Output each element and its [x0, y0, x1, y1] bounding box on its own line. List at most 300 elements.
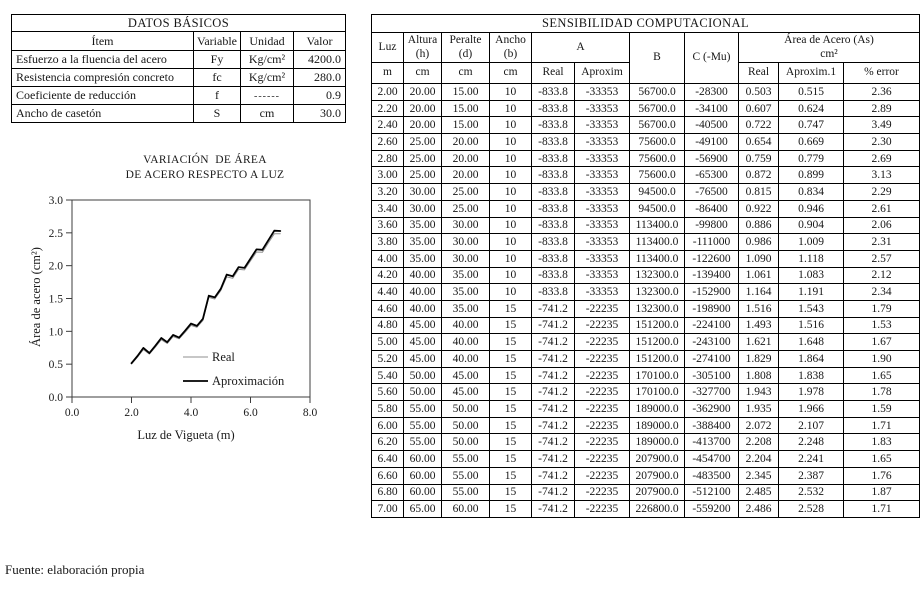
- table-cell: 10: [490, 150, 532, 167]
- table-cell: -741.2: [532, 484, 575, 501]
- table-cell: -22235: [575, 467, 630, 484]
- table-cell: 60.00: [404, 484, 442, 501]
- table-cell: 40.00: [442, 351, 490, 368]
- chart-title-line2: DE ACERO RESPECTO A LUZ: [125, 169, 285, 181]
- table-cell: 1.76: [844, 467, 920, 484]
- sensibilidad-body: [372, 84, 920, 518]
- y-tick-label: 3.0: [48, 195, 63, 207]
- table-cell: -22235: [575, 451, 630, 468]
- x-tick-label: 6.0: [243, 407, 258, 419]
- table-cell: 2.485: [739, 484, 779, 501]
- table-cell: 132300.0: [630, 300, 685, 317]
- table-cell: 2.30: [844, 134, 920, 151]
- table-cell: 3.13: [844, 167, 920, 184]
- table-cell: Resistencia compresión concreto: [12, 69, 194, 87]
- table-row: [12, 51, 346, 69]
- table-cell: 35.00: [442, 267, 490, 284]
- table-cell: 35.00: [404, 234, 442, 251]
- unit-cm-3: cm: [490, 63, 532, 84]
- table-cell: 45.00: [442, 384, 490, 401]
- table-cell: 3.20: [372, 184, 404, 201]
- table-cell: -22235: [575, 300, 630, 317]
- table-cell: 3.80: [372, 234, 404, 251]
- table-cell: 2.204: [739, 451, 779, 468]
- table-cell: 10: [490, 250, 532, 267]
- table-cell: 15: [490, 501, 532, 518]
- table-cell: 40.00: [404, 267, 442, 284]
- table-row: [372, 384, 920, 401]
- table-cell: 2.486: [739, 501, 779, 518]
- source-note: Fuente: elaboración propia: [5, 562, 145, 577]
- table-cell: 20.00: [404, 117, 442, 134]
- table-cell: 30.0: [294, 105, 346, 123]
- table-cell: -833.8: [532, 267, 575, 284]
- table-cell: -22235: [575, 417, 630, 434]
- table-cell: 132300.0: [630, 284, 685, 301]
- table-cell: 35.00: [404, 217, 442, 234]
- table-cell: -362900: [685, 401, 739, 418]
- table-cell: -33353: [575, 84, 630, 101]
- table-cell: -22235: [575, 484, 630, 501]
- table-cell: 45.00: [404, 334, 442, 351]
- table-cell: 56700.0: [630, 84, 685, 101]
- table-cell: 30.00: [442, 250, 490, 267]
- table-cell: Coeficiente de reducción: [12, 87, 194, 105]
- table-cell: 15: [490, 334, 532, 351]
- table-cell: 151200.0: [630, 334, 685, 351]
- table-cell: 170100.0: [630, 367, 685, 384]
- table-cell: 0.624: [779, 100, 844, 117]
- table-row: [372, 200, 920, 217]
- table-cell: 189000.0: [630, 434, 685, 451]
- table-cell: -22235: [575, 334, 630, 351]
- col-header-altura: Altura (h): [404, 33, 442, 63]
- table-cell: 0.654: [739, 134, 779, 151]
- table-row: [372, 451, 920, 468]
- col-header-variable: Variable: [194, 32, 241, 51]
- table-cell: 30.00: [442, 217, 490, 234]
- table-cell: 1.943: [739, 384, 779, 401]
- table-row: [372, 334, 920, 351]
- table-cell: 15: [490, 434, 532, 451]
- table-cell: 10: [490, 167, 532, 184]
- table-cell: -34100: [685, 100, 739, 117]
- table-cell: 2.208: [739, 434, 779, 451]
- table-cell: 1.808: [739, 367, 779, 384]
- table-cell: 94500.0: [630, 200, 685, 217]
- table-cell: 56700.0: [630, 100, 685, 117]
- table-row: [372, 117, 920, 134]
- table-cell: -741.2: [532, 451, 575, 468]
- datos-basicos-header-row: [12, 32, 346, 51]
- table-row: [372, 417, 920, 434]
- table-cell: 20.00: [404, 84, 442, 101]
- x-axis-label: Luz de Vigueta (m): [137, 428, 235, 442]
- col-header-area-acero: Área de Acero (As) cm²: [739, 33, 920, 63]
- y-tick-label: 2.0: [48, 260, 63, 273]
- table-cell: -22235: [575, 434, 630, 451]
- table-cell: 0.759: [739, 150, 779, 167]
- sensibilidad-header-row-1: [372, 33, 920, 63]
- table-cell: -40500: [685, 117, 739, 134]
- table-row: [12, 87, 346, 105]
- table-cell: 6.00: [372, 417, 404, 434]
- table-cell: -86400: [685, 200, 739, 217]
- table-cell: 10: [490, 117, 532, 134]
- table-cell: 15.00: [442, 84, 490, 101]
- datos-basicos-body: [12, 51, 346, 123]
- table-cell: 151200.0: [630, 317, 685, 334]
- table-cell: 0.946: [779, 200, 844, 217]
- table-cell: 1.090: [739, 250, 779, 267]
- table-row: [372, 184, 920, 201]
- table-cell: 1.59: [844, 401, 920, 418]
- table-cell: 40.00: [442, 334, 490, 351]
- table-cell: 2.36: [844, 84, 920, 101]
- table-cell: -33353: [575, 100, 630, 117]
- table-cell: 5.60: [372, 384, 404, 401]
- table-cell: 10: [490, 100, 532, 117]
- table-cell: 15: [490, 317, 532, 334]
- table-cell: 20.00: [442, 150, 490, 167]
- table-cell: 2.80: [372, 150, 404, 167]
- table-cell: 0.669: [779, 134, 844, 151]
- col-header-c-mu: C (-Mu): [685, 33, 739, 84]
- table-cell: 2.241: [779, 451, 844, 468]
- table-cell: 15: [490, 451, 532, 468]
- table-cell: 15: [490, 401, 532, 418]
- table-cell: 1.79: [844, 300, 920, 317]
- table-cell: -22235: [575, 367, 630, 384]
- table-cell: 0.904: [779, 217, 844, 234]
- table-cell: 1.71: [844, 501, 920, 518]
- table-cell: 5.40: [372, 367, 404, 384]
- table-cell: 113400.0: [630, 250, 685, 267]
- table-cell: Kg/cm²: [241, 51, 294, 69]
- table-cell: 2.20: [372, 100, 404, 117]
- table-cell: ------: [241, 87, 294, 105]
- table-cell: 5.80: [372, 401, 404, 418]
- table-cell: -454700: [685, 451, 739, 468]
- table-cell: 1.978: [779, 384, 844, 401]
- table-cell: Esfuerzo a la fluencia del acero: [12, 51, 194, 69]
- table-cell: 2.345: [739, 467, 779, 484]
- area-steel-chart: [18, 142, 358, 472]
- y-tick-label: 0.0: [48, 392, 63, 404]
- unit-m: m: [372, 63, 404, 84]
- table-cell: 60.00: [404, 451, 442, 468]
- table-cell: 1.829: [739, 351, 779, 368]
- table-cell: 10: [490, 217, 532, 234]
- table-cell: -139400: [685, 267, 739, 284]
- table-cell: -22235: [575, 501, 630, 518]
- table-cell: 207900.0: [630, 451, 685, 468]
- table-cell: 189000.0: [630, 401, 685, 418]
- table-cell: -22235: [575, 351, 630, 368]
- table-cell: 4.40: [372, 284, 404, 301]
- table-cell: 2.31: [844, 234, 920, 251]
- table-cell: 56700.0: [630, 117, 685, 134]
- table-cell: 50.00: [404, 384, 442, 401]
- sensibilidad-title: SENSIBILIDAD COMPUTACIONAL: [372, 15, 920, 33]
- table-cell: 40.00: [404, 284, 442, 301]
- table-cell: -243100: [685, 334, 739, 351]
- table-cell: -483500: [685, 467, 739, 484]
- table-cell: -741.2: [532, 434, 575, 451]
- table-cell: 75600.0: [630, 134, 685, 151]
- table-cell: -76500: [685, 184, 739, 201]
- table-cell: 0.872: [739, 167, 779, 184]
- table-cell: 113400.0: [630, 234, 685, 251]
- table-cell: 10: [490, 184, 532, 201]
- table-cell: 15: [490, 300, 532, 317]
- table-cell: -198900: [685, 300, 739, 317]
- table-cell: -741.2: [532, 334, 575, 351]
- table-cell: 1.191: [779, 284, 844, 301]
- col-header-peralte: Peralte (d): [442, 33, 490, 63]
- subcol-a-real: Real: [532, 63, 575, 84]
- table-cell: cm: [241, 105, 294, 123]
- table-cell: -33353: [575, 217, 630, 234]
- col-header-unidad: Unidad: [241, 32, 294, 51]
- table-cell: 1.516: [779, 317, 844, 334]
- table-cell: 170100.0: [630, 384, 685, 401]
- table-cell: 189000.0: [630, 417, 685, 434]
- x-tick-label: 2.0: [124, 407, 139, 419]
- table-cell: 5.20: [372, 351, 404, 368]
- table-cell: 4.00: [372, 250, 404, 267]
- table-cell: 2.12: [844, 267, 920, 284]
- table-cell: 3.40: [372, 200, 404, 217]
- data-series: [132, 231, 281, 364]
- table-cell: 1.83: [844, 434, 920, 451]
- table-cell: 0.515: [779, 84, 844, 101]
- table-cell: 2.532: [779, 484, 844, 501]
- table-cell: 1.118: [779, 250, 844, 267]
- table-cell: -49100: [685, 134, 739, 151]
- sensibilidad-table: [371, 14, 920, 518]
- subcol-a-aproxim: Aproxim: [575, 63, 630, 84]
- line-chart-svg: [18, 142, 358, 472]
- table-row: [372, 84, 920, 101]
- table-cell: 6.20: [372, 434, 404, 451]
- table-cell: 60.00: [404, 467, 442, 484]
- table-row: [372, 234, 920, 251]
- table-cell: 1.65: [844, 367, 920, 384]
- chart-title-line1: VARIACIÓN DE ÁREA: [143, 154, 267, 166]
- table-cell: 1.009: [779, 234, 844, 251]
- plot-area-border: [72, 200, 310, 397]
- table-row: [372, 100, 920, 117]
- table-cell: 0.9: [294, 87, 346, 105]
- table-cell: -327700: [685, 384, 739, 401]
- table-cell: 0.722: [739, 117, 779, 134]
- table-cell: 3.49: [844, 117, 920, 134]
- table-cell: 207900.0: [630, 467, 685, 484]
- table-cell: 6.40: [372, 451, 404, 468]
- table-cell: 0.503: [739, 84, 779, 101]
- table-cell: -741.2: [532, 417, 575, 434]
- table-cell: 15.00: [442, 117, 490, 134]
- table-cell: 2.29: [844, 184, 920, 201]
- col-header-ancho: Ancho (b): [490, 33, 532, 63]
- table-cell: -833.8: [532, 117, 575, 134]
- table-cell: 2.00: [372, 84, 404, 101]
- table-cell: 1.78: [844, 384, 920, 401]
- table-cell: 2.528: [779, 501, 844, 518]
- table-cell: 25.00: [442, 200, 490, 217]
- table-cell: 15: [490, 467, 532, 484]
- table-cell: 2.61: [844, 200, 920, 217]
- table-cell: 25.00: [404, 134, 442, 151]
- series-line-real: [132, 234, 281, 364]
- table-cell: 15: [490, 351, 532, 368]
- table-cell: 2.248: [779, 434, 844, 451]
- table-cell: 10: [490, 267, 532, 284]
- table-cell: -56900: [685, 150, 739, 167]
- table-cell: 2.89: [844, 100, 920, 117]
- table-cell: 0.815: [739, 184, 779, 201]
- table-row: [372, 250, 920, 267]
- table-row: [372, 434, 920, 451]
- x-tick-label: 8.0: [302, 407, 318, 419]
- table-cell: 7.00: [372, 501, 404, 518]
- table-cell: 55.00: [404, 401, 442, 418]
- table-cell: 1.71: [844, 417, 920, 434]
- table-cell: 132300.0: [630, 267, 685, 284]
- table-row: [372, 167, 920, 184]
- table-row: [372, 300, 920, 317]
- table-cell: 1.543: [779, 300, 844, 317]
- table-cell: 0.986: [739, 234, 779, 251]
- table-cell: f: [194, 87, 241, 105]
- table-cell: 3.00: [372, 167, 404, 184]
- table-cell: 15: [490, 417, 532, 434]
- table-cell: 0.886: [739, 217, 779, 234]
- table-cell: 1.67: [844, 334, 920, 351]
- table-cell: 55.00: [404, 434, 442, 451]
- table-cell: 113400.0: [630, 217, 685, 234]
- col-header-item: Ítem: [12, 32, 194, 51]
- table-row: [372, 467, 920, 484]
- table-cell: 35.00: [404, 250, 442, 267]
- datos-basicos-table: [11, 14, 346, 123]
- table-cell: 2.06: [844, 217, 920, 234]
- table-cell: -65300: [685, 167, 739, 184]
- table-cell: 65.00: [404, 501, 442, 518]
- table-cell: -33353: [575, 184, 630, 201]
- table-cell: -33353: [575, 200, 630, 217]
- table-cell: 60.00: [442, 501, 490, 518]
- table-cell: 40.00: [404, 300, 442, 317]
- table-cell: -305100: [685, 367, 739, 384]
- table-row: [372, 501, 920, 518]
- table-cell: 1.53: [844, 317, 920, 334]
- table-cell: 0.899: [779, 167, 844, 184]
- table-cell: 6.60: [372, 467, 404, 484]
- table-cell: 25.00: [442, 184, 490, 201]
- table-cell: -741.2: [532, 317, 575, 334]
- table-cell: 3.60: [372, 217, 404, 234]
- series-line-aproximacion: [132, 231, 281, 364]
- table-cell: 151200.0: [630, 351, 685, 368]
- table-cell: Ancho de casetón: [12, 105, 194, 123]
- table-cell: -741.2: [532, 467, 575, 484]
- table-cell: 4.20: [372, 267, 404, 284]
- table-cell: -413700: [685, 434, 739, 451]
- table-cell: -559200: [685, 501, 739, 518]
- table-cell: 10: [490, 84, 532, 101]
- subcol-as-error: % error: [844, 63, 920, 84]
- table-cell: -152900: [685, 284, 739, 301]
- chart-legend: [183, 350, 285, 388]
- table-cell: -833.8: [532, 100, 575, 117]
- table-cell: -833.8: [532, 217, 575, 234]
- table-cell: -33353: [575, 284, 630, 301]
- table-cell: 55.00: [442, 467, 490, 484]
- table-cell: 15: [490, 484, 532, 501]
- table-cell: 50.00: [442, 417, 490, 434]
- table-cell: -111000: [685, 234, 739, 251]
- table-cell: -833.8: [532, 134, 575, 151]
- table-cell: -741.2: [532, 384, 575, 401]
- table-cell: -22235: [575, 317, 630, 334]
- table-cell: 1.648: [779, 334, 844, 351]
- table-cell: 75600.0: [630, 167, 685, 184]
- table-cell: -741.2: [532, 501, 575, 518]
- table-row: [372, 484, 920, 501]
- table-cell: 1.87: [844, 484, 920, 501]
- table-cell: 1.966: [779, 401, 844, 418]
- table-row: [372, 150, 920, 167]
- table-cell: Fy: [194, 51, 241, 69]
- table-cell: 1.083: [779, 267, 844, 284]
- table-cell: 6.80: [372, 484, 404, 501]
- table-row: [372, 284, 920, 301]
- table-cell: 30.00: [442, 234, 490, 251]
- table-cell: -22235: [575, 384, 630, 401]
- table-cell: -741.2: [532, 300, 575, 317]
- table-cell: 2.40: [372, 117, 404, 134]
- table-cell: -33353: [575, 167, 630, 184]
- table-cell: 0.779: [779, 150, 844, 167]
- x-tick-label: 0.0: [64, 407, 80, 419]
- table-cell: -833.8: [532, 234, 575, 251]
- table-cell: 10: [490, 284, 532, 301]
- y-tick-label: 0.5: [48, 359, 63, 372]
- table-cell: 2.107: [779, 417, 844, 434]
- table-cell: 0.747: [779, 117, 844, 134]
- table-cell: Kg/cm²: [241, 69, 294, 87]
- table-cell: -833.8: [532, 84, 575, 101]
- table-row: [372, 267, 920, 284]
- col-header-b: B: [630, 33, 685, 84]
- table-cell: 1.516: [739, 300, 779, 317]
- x-tick-label: 4.0: [183, 407, 199, 419]
- table-cell: -99800: [685, 217, 739, 234]
- table-cell: 40.00: [442, 317, 490, 334]
- table-cell: 2.072: [739, 417, 779, 434]
- table-cell: -224100: [685, 317, 739, 334]
- table-cell: 2.57: [844, 250, 920, 267]
- table-row: [372, 134, 920, 151]
- table-cell: 10: [490, 200, 532, 217]
- table-cell: -122600: [685, 250, 739, 267]
- y-axis-label: Área de acero (cm²): [29, 247, 43, 347]
- table-row: [12, 105, 346, 123]
- table-cell: -833.8: [532, 200, 575, 217]
- table-cell: 2.69: [844, 150, 920, 167]
